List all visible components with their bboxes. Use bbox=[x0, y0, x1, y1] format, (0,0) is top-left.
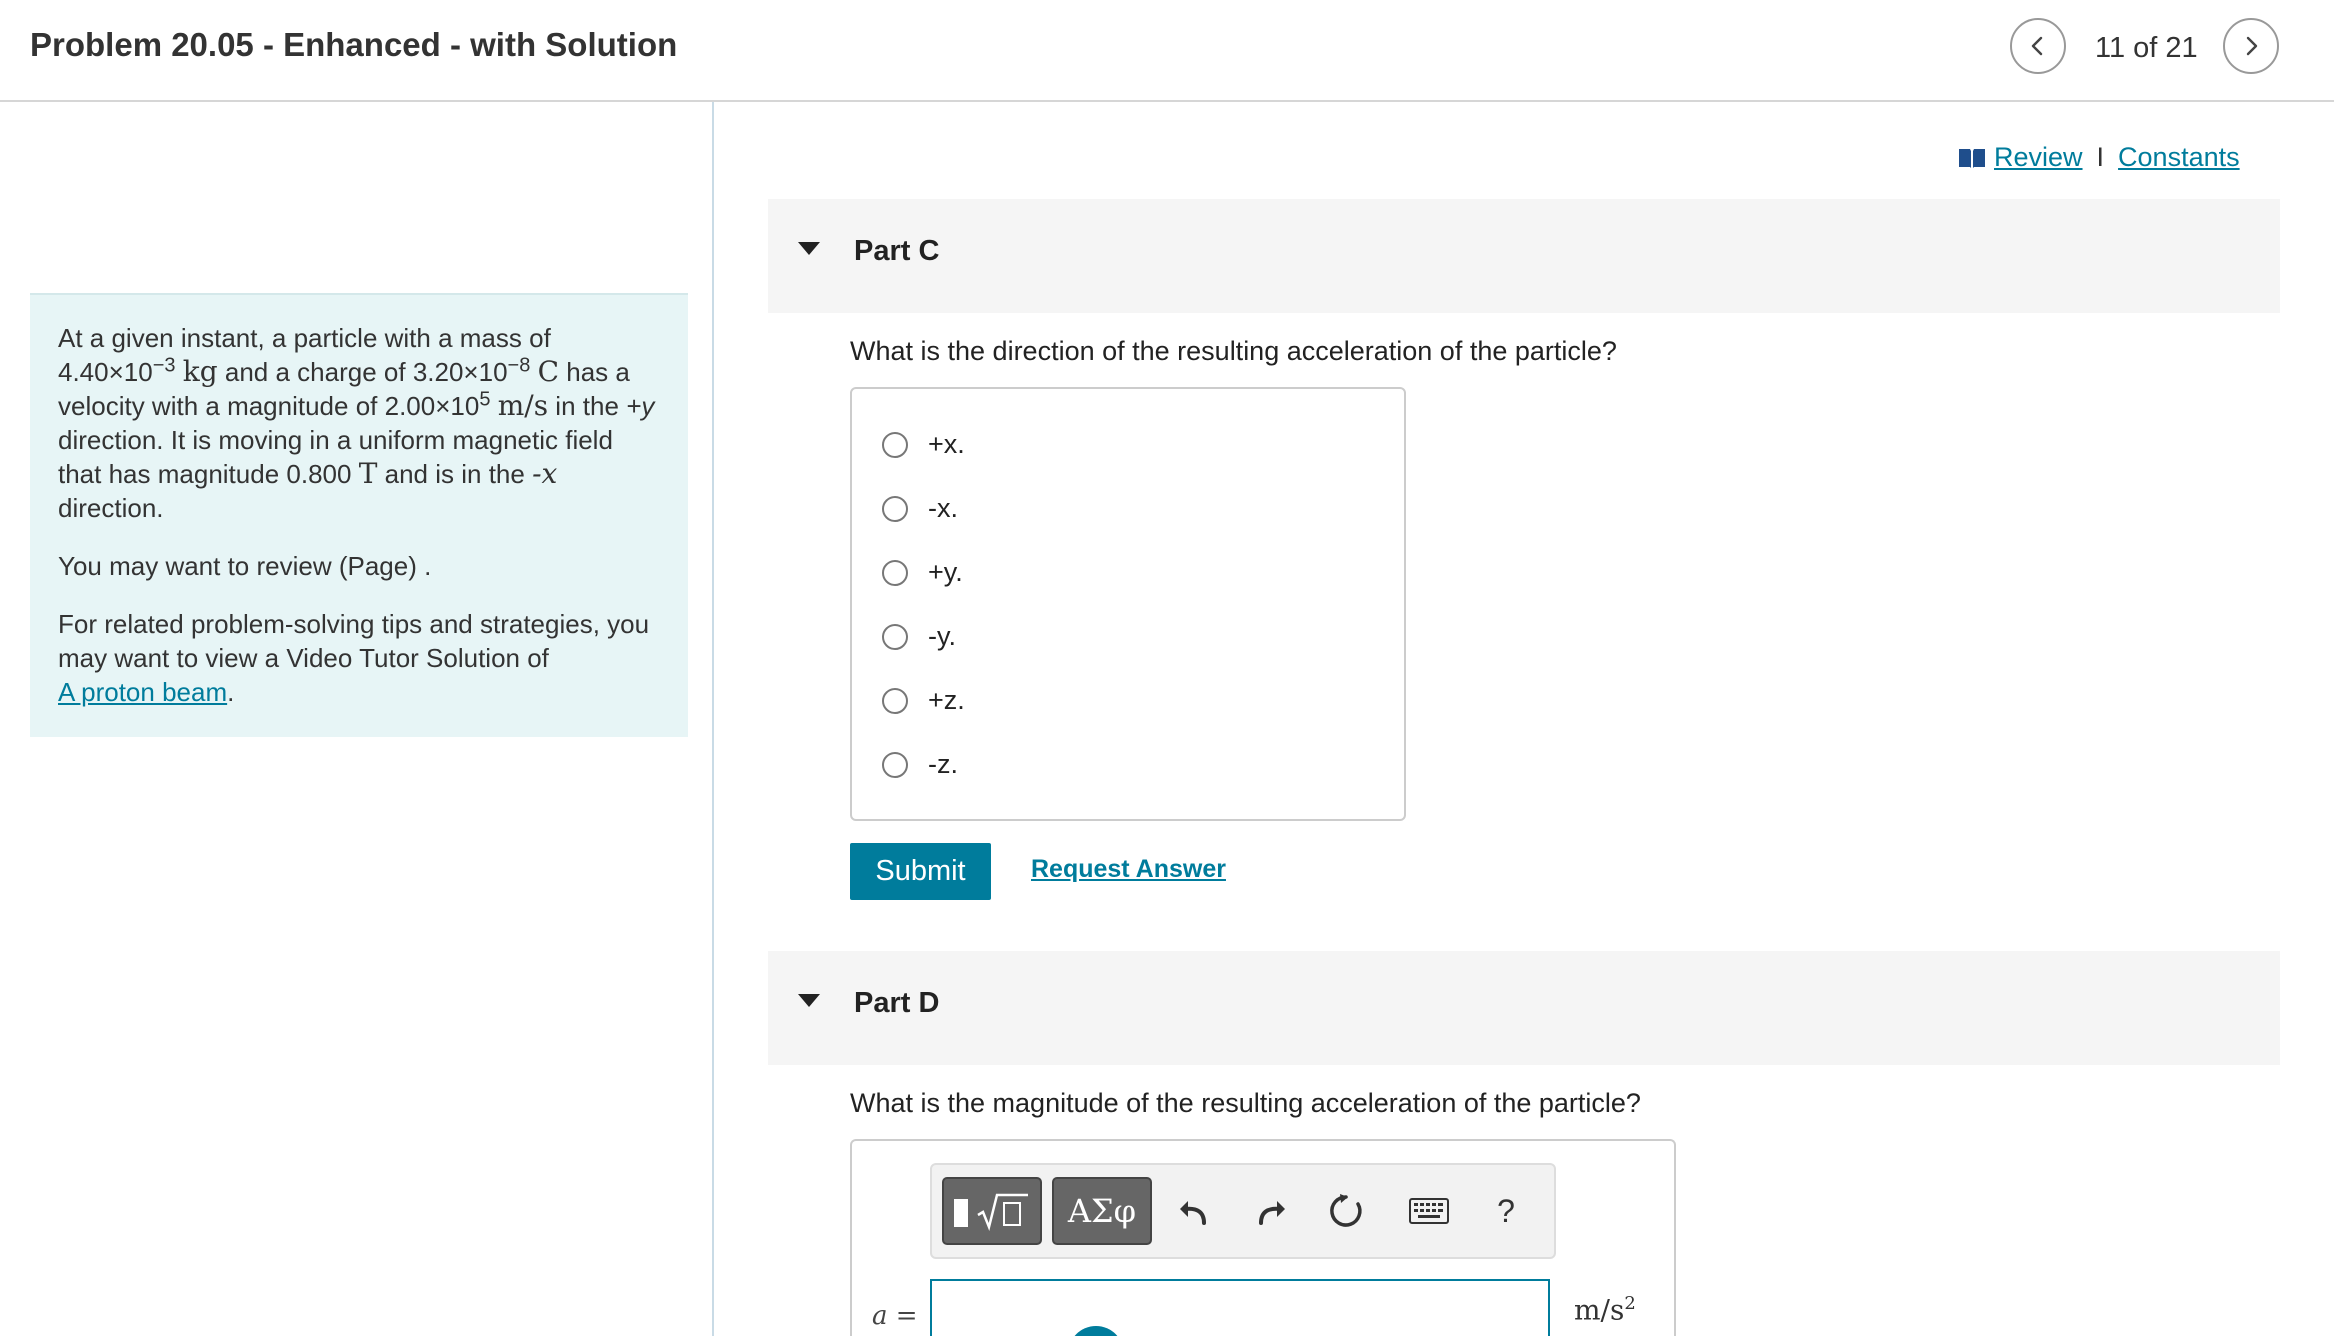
radio-button[interactable] bbox=[882, 624, 908, 650]
submit-button[interactable]: Submit bbox=[850, 843, 991, 900]
radio-button[interactable] bbox=[882, 560, 908, 586]
problem-statement bbox=[30, 293, 688, 737]
radio-button[interactable] bbox=[882, 496, 908, 522]
page-counter: 11 of 21 bbox=[2095, 32, 2198, 64]
option-minus-x[interactable]: -x. bbox=[882, 493, 958, 524]
option-minus-z[interactable]: -z. bbox=[882, 749, 958, 780]
part-d-header[interactable] bbox=[768, 951, 2280, 1065]
help-button[interactable]: ? bbox=[1497, 1192, 1515, 1229]
answer-container bbox=[850, 1139, 1676, 1336]
collapse-caret-icon bbox=[798, 994, 820, 1007]
radio-button[interactable] bbox=[882, 752, 908, 778]
previous-problem-button[interactable] bbox=[2010, 18, 2066, 74]
option-plus-y[interactable]: +y. bbox=[882, 557, 963, 588]
sqrt-template-icon bbox=[950, 1185, 1034, 1237]
direction-options bbox=[850, 387, 1406, 821]
keyboard-icon[interactable] bbox=[1402, 1189, 1456, 1233]
radio-button[interactable] bbox=[882, 688, 908, 714]
answer-unit: $m/s^2$ bbox=[1574, 1293, 1636, 1327]
greek-symbols-button[interactable]: ΑΣφ bbox=[1052, 1177, 1152, 1245]
option-plus-z[interactable]: +z. bbox=[882, 685, 965, 716]
part-c-title: Part C bbox=[854, 235, 940, 267]
request-answer-link[interactable]: Request Answer bbox=[1031, 855, 1226, 883]
templates-button[interactable] bbox=[942, 1177, 1042, 1245]
part-d-title: Part D bbox=[854, 987, 940, 1019]
part-c-question: What is the direction of the resulting acceleration of the particle? bbox=[850, 336, 1617, 366]
collapse-caret-icon bbox=[798, 242, 820, 255]
review-page-note: You may want to review (Page) . bbox=[58, 551, 432, 581]
option-minus-y[interactable]: -y. bbox=[882, 621, 956, 652]
chevron-right-icon bbox=[2239, 34, 2263, 58]
constants-link[interactable]: Constants bbox=[2118, 142, 2240, 172]
answer-input[interactable] bbox=[930, 1279, 1550, 1336]
link-separator: I bbox=[2096, 142, 2105, 172]
part-d-question: What is the magnitude of the resulting acceleration of the particle? bbox=[850, 1088, 1641, 1118]
chevron-left-icon bbox=[2026, 34, 2050, 58]
answer-label: a = bbox=[872, 1301, 918, 1331]
book-icon bbox=[1958, 147, 1986, 169]
video-tutor-link[interactable]: A proton beam bbox=[58, 677, 228, 707]
redo-icon[interactable] bbox=[1249, 1189, 1293, 1233]
option-plus-x[interactable]: +x. bbox=[882, 429, 965, 460]
reset-icon[interactable] bbox=[1324, 1189, 1368, 1233]
next-problem-button[interactable] bbox=[2223, 18, 2279, 74]
video-tutor-note: For related problem-solving tips and strategies, you may want to view a Video Tutor Solution of A proton beam. bbox=[58, 609, 650, 707]
header-bar bbox=[0, 0, 2334, 102]
undo-icon[interactable] bbox=[1172, 1189, 1216, 1233]
review-link[interactable]: Review bbox=[1994, 142, 2083, 172]
problem-title: Problem 20.05 - Enhanced - with Solution bbox=[30, 26, 678, 63]
review-constants-links bbox=[1958, 142, 2240, 173]
radio-button[interactable] bbox=[882, 432, 908, 458]
problem-text: At a given instant, a particle with a mass of $4.40\times 10^{-3}$ kg and a charge of $3.20\times 10^{-8}$ C has a velocity with a magnitude of $2.00\times 10^5$ m/s in the +y direction. It is moving in a uniform magnetic field that has magnitude 0.800 T and is in the -x direction. bbox=[58, 323, 655, 523]
part-c-header[interactable] bbox=[768, 199, 2280, 313]
pane-divider[interactable] bbox=[712, 102, 714, 1336]
math-toolbar bbox=[930, 1163, 1556, 1259]
